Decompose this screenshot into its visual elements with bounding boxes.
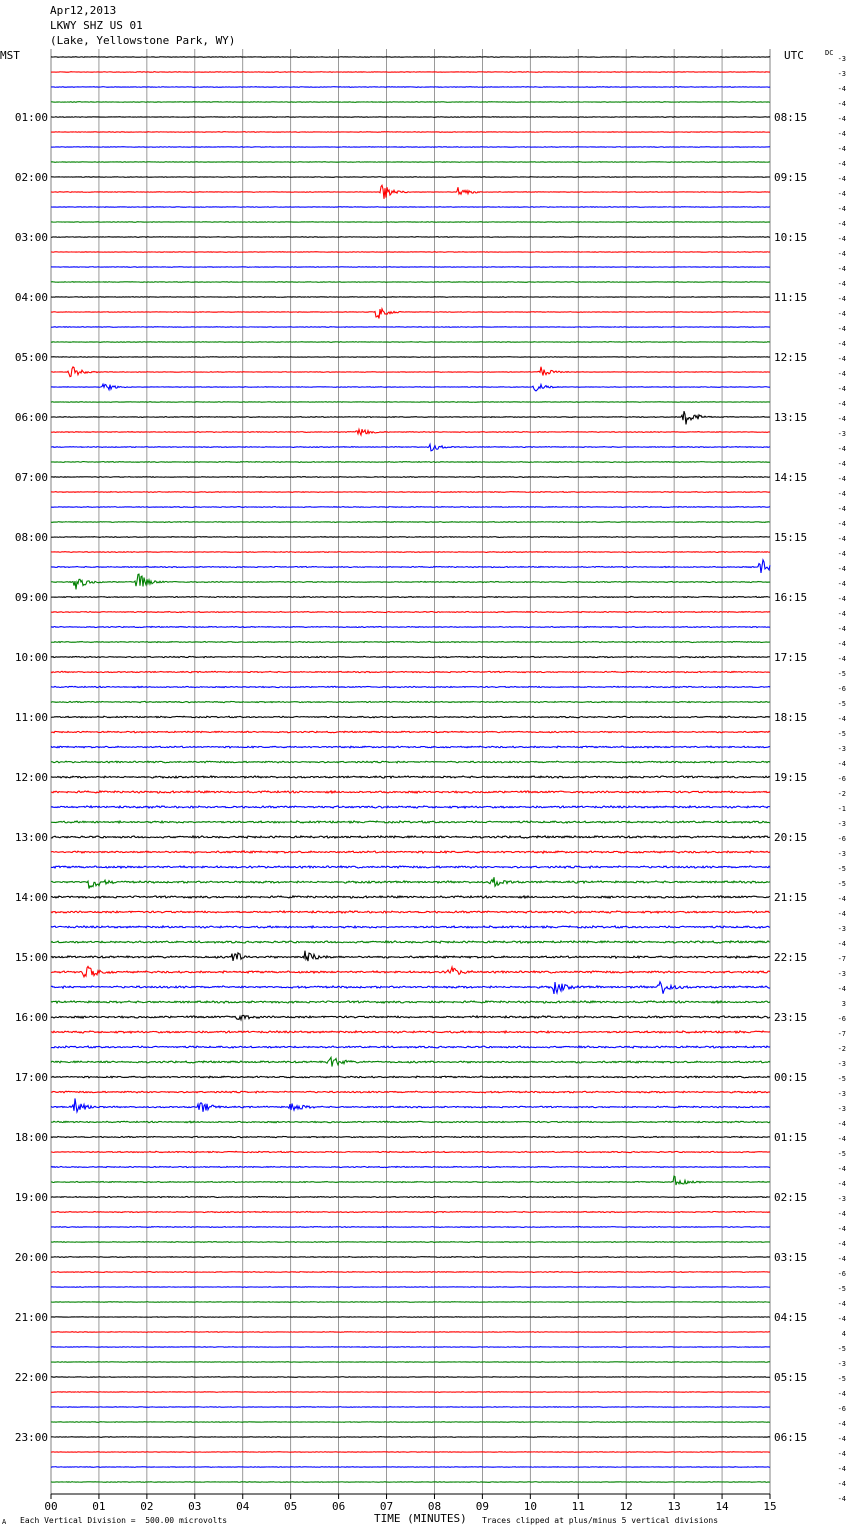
dc-label: DC <box>825 49 834 57</box>
right-hour-label: 16:15 <box>774 591 808 604</box>
trace-94 <box>51 1467 770 1468</box>
dc-offset-value: -2 <box>837 1045 846 1053</box>
left-hour-label: 13:00 <box>14 831 48 844</box>
trace-18 <box>51 327 770 328</box>
trace-79 <box>51 1242 770 1243</box>
x-tick-label: 02 <box>140 1500 154 1513</box>
dc-offset-value: -4 <box>837 535 846 543</box>
left-timezone-label: MST <box>0 49 20 62</box>
trace-2 <box>51 87 770 88</box>
trace-71 <box>51 1121 770 1123</box>
left-hour-label: 11:00 <box>14 711 48 724</box>
dc-offset-value: -4 <box>837 1300 846 1308</box>
x-tick-label: 01 <box>92 1500 106 1513</box>
dc-offset-value: -4 <box>837 1315 846 1323</box>
left-hour-label: 06:00 <box>14 411 48 424</box>
trace-26 <box>51 444 770 450</box>
trace-25 <box>51 429 770 435</box>
dc-offset-value: -3 <box>837 850 846 858</box>
right-hour-label: 01:15 <box>774 1131 808 1144</box>
x-tick-label: 04 <box>236 1500 250 1513</box>
trace-92 <box>51 1437 770 1438</box>
trace-49 <box>51 791 770 793</box>
trace-8 <box>51 177 770 178</box>
dc-offset-value: -4 <box>837 1480 846 1488</box>
dc-offset-value: -4 <box>837 400 846 408</box>
dc-offset-value: -3 <box>837 925 846 933</box>
x-tick-label: 06 <box>331 1500 346 1513</box>
left-hour-label: 02:00 <box>14 171 48 184</box>
dc-offset-value: -2 <box>837 790 846 798</box>
trace-54 <box>51 866 770 868</box>
left-hour-label: 10:00 <box>14 651 48 664</box>
right-hour-label: 08:15 <box>774 111 808 124</box>
dc-offset-value: -6 <box>837 775 846 783</box>
dc-offset-value: -4 <box>837 235 846 243</box>
trace-34 <box>51 560 770 573</box>
x-tick-label: 12 <box>619 1500 633 1513</box>
trace-40 <box>51 656 770 657</box>
left-hour-label: 04:00 <box>14 291 48 304</box>
x-tick-label: 03 <box>188 1500 202 1513</box>
trace-84 <box>51 1317 770 1318</box>
left-hour-label: 15:00 <box>14 951 48 964</box>
trace-72 <box>51 1136 770 1137</box>
trace-38 <box>51 626 770 627</box>
left-hour-label: 19:00 <box>14 1191 48 1204</box>
right-hour-label: 02:15 <box>774 1191 808 1204</box>
dc-offset-value: -4 <box>837 1255 846 1263</box>
dc-offset-value: -3 <box>837 430 846 438</box>
dc-offset-value: -4 <box>837 595 846 603</box>
dc-offset-value: -3 <box>837 70 846 78</box>
dc-offset-value: -4 <box>837 655 846 663</box>
dc-offset-value: -4 <box>837 115 846 123</box>
trace-16 <box>51 297 770 298</box>
dc-offset-value: -4 <box>837 1135 846 1143</box>
dc-offset-value: -6 <box>837 685 846 693</box>
trace-24 <box>51 411 770 424</box>
right-hour-label: 04:15 <box>774 1311 808 1324</box>
chart-date: Apr12,2013 <box>50 4 117 17</box>
dc-offset-value: -4 <box>837 910 846 918</box>
x-tick-label: 14 <box>715 1500 729 1513</box>
trace-75 <box>51 1176 770 1185</box>
dc-offset-value: -4 <box>837 1120 846 1128</box>
right-hour-label: 22:15 <box>774 951 808 964</box>
dc-offset-value: -1 <box>837 805 846 813</box>
dc-offset-value: -4 <box>837 985 846 993</box>
left-hour-label: 03:00 <box>14 231 48 244</box>
trace-3 <box>51 102 770 103</box>
dc-offset-value: -6 <box>837 1015 846 1023</box>
trace-21 <box>51 367 770 377</box>
dc-offset-value: -3 <box>837 1090 846 1098</box>
right-hour-label: 09:15 <box>774 171 808 184</box>
trace-63 <box>51 1001 770 1003</box>
trace-59 <box>51 941 770 943</box>
trace-22 <box>51 384 770 391</box>
right-hour-label: 13:15 <box>774 411 808 424</box>
x-tick-label: 10 <box>523 1500 537 1513</box>
trace-52 <box>51 836 770 838</box>
trace-0 <box>51 57 770 58</box>
trace-23 <box>51 402 770 403</box>
dc-offset-value: -4 <box>837 565 846 573</box>
dc-offset-value: -4 <box>837 550 846 558</box>
trace-76 <box>51 1196 770 1197</box>
trace-70 <box>51 1098 770 1111</box>
dc-offset-value: -4 <box>837 310 846 318</box>
trace-44 <box>51 716 770 718</box>
station-id: LKWY SHZ US 01 <box>50 19 143 32</box>
left-hour-label: 09:00 <box>14 591 48 604</box>
trace-95 <box>51 1482 770 1483</box>
trace-9 <box>51 185 770 199</box>
trace-56 <box>51 896 770 898</box>
right-hour-label: 20:15 <box>774 831 808 844</box>
left-hour-label: 12:00 <box>14 771 48 784</box>
x-tick-label: 15 <box>763 1500 777 1513</box>
dc-offset-value: -4 <box>837 445 846 453</box>
trace-35 <box>51 574 770 589</box>
trace-90 <box>51 1407 770 1408</box>
trace-80 <box>51 1257 770 1258</box>
dc-offset-value: -6 <box>837 1270 846 1278</box>
left-hour-label: 08:00 <box>14 531 48 544</box>
trace-85 <box>51 1332 770 1333</box>
trace-82 <box>51 1287 770 1288</box>
trace-11 <box>51 222 770 223</box>
left-hour-label: 14:00 <box>14 891 48 904</box>
dc-offset-value: -3 <box>837 970 846 978</box>
dc-offset-value: -3 <box>837 1060 846 1068</box>
dc-offset-value: -4 <box>837 265 846 273</box>
trace-32 <box>51 537 770 538</box>
trace-20 <box>51 357 770 358</box>
dc-offset-value: -4 <box>837 1180 846 1188</box>
right-hour-label: 11:15 <box>774 291 808 304</box>
dc-offset-value: -4 <box>837 355 846 363</box>
dc-offset-value: -4 <box>837 190 846 198</box>
trace-88 <box>51 1377 770 1378</box>
trace-89 <box>51 1392 770 1393</box>
left-hour-label: 22:00 <box>14 1371 48 1384</box>
dc-offset-value: -4 <box>837 295 846 303</box>
scale-note: Each Vertical Division = 500.00 microvolts <box>20 1516 228 1525</box>
x-tick-label: 13 <box>667 1500 681 1513</box>
dc-offset-value: -4 <box>837 175 846 183</box>
corner-mark: A <box>2 1518 7 1526</box>
dc-offset-value: -3 <box>837 1195 846 1203</box>
right-hour-label: 05:15 <box>774 1371 808 1384</box>
dc-offset-value: -3 <box>837 820 846 828</box>
trace-48 <box>51 776 770 778</box>
clip-note: Traces clipped at plus/minus 5 vertical divisions <box>482 1516 719 1525</box>
trace-58 <box>51 926 770 928</box>
trace-39 <box>51 641 770 642</box>
trace-60 <box>51 951 770 961</box>
trace-12 <box>51 237 770 238</box>
dc-offset-value: -4 <box>837 1165 846 1173</box>
dc-offset-value: -5 <box>837 700 846 708</box>
dc-offset-value: -4 <box>837 1465 846 1473</box>
trace-41 <box>51 671 770 672</box>
left-hour-label: 21:00 <box>14 1311 48 1324</box>
trace-37 <box>51 611 770 612</box>
dc-offset-value: -4 <box>837 1225 846 1233</box>
dc-offset-value: -5 <box>837 1150 846 1158</box>
left-hour-label: 05:00 <box>14 351 48 364</box>
left-hour-label: 18:00 <box>14 1131 48 1144</box>
trace-61 <box>51 966 770 976</box>
trace-17 <box>51 309 770 319</box>
trace-69 <box>51 1091 770 1093</box>
dc-offset-value: -4 <box>837 610 846 618</box>
trace-57 <box>51 911 770 913</box>
right-hour-label: 21:15 <box>774 891 808 904</box>
dc-offset-value: -5 <box>837 1075 846 1083</box>
dc-offset-value: -6 <box>837 835 846 843</box>
x-tick-label: 00 <box>44 1500 58 1513</box>
trace-28 <box>51 477 770 478</box>
dc-offset-value: -4 <box>837 580 846 588</box>
trace-73 <box>51 1151 770 1152</box>
x-tick-label: 08 <box>427 1500 442 1513</box>
dc-offset-value: -4 <box>837 220 846 228</box>
dc-offset-value: -4 <box>837 415 846 423</box>
trace-81 <box>51 1272 770 1273</box>
dc-offset-value: 4 <box>841 1330 846 1338</box>
dc-offset-value: -5 <box>837 730 846 738</box>
left-hour-label: 20:00 <box>14 1251 48 1264</box>
trace-10 <box>51 207 770 208</box>
dc-offset-value: -7 <box>837 1030 846 1038</box>
trace-1 <box>51 72 770 73</box>
dc-offset-value: -3 <box>837 745 846 753</box>
trace-27 <box>51 462 770 463</box>
dc-offset-value: -4 <box>837 895 846 903</box>
dc-offset-value: 3 <box>841 1000 846 1008</box>
trace-6 <box>51 147 770 148</box>
dc-offset-value: -4 <box>837 280 846 288</box>
left-hour-label: 23:00 <box>14 1431 48 1444</box>
dc-offset-value: -4 <box>837 370 846 378</box>
dc-offset-value: -4 <box>837 325 846 333</box>
left-hour-label: 17:00 <box>14 1071 48 1084</box>
dc-offset-value: -4 <box>837 1210 846 1218</box>
dc-offset-value: -3 <box>837 1360 846 1368</box>
right-hour-label: 18:15 <box>774 711 808 724</box>
dc-offset-value: -4 <box>837 85 846 93</box>
right-hour-label: 19:15 <box>774 771 808 784</box>
left-hour-label: 16:00 <box>14 1011 48 1024</box>
trace-65 <box>51 1031 770 1033</box>
left-hour-label: 07:00 <box>14 471 48 484</box>
trace-14 <box>51 267 770 268</box>
x-tick-label: 09 <box>475 1500 490 1513</box>
trace-68 <box>51 1076 770 1078</box>
dc-offset-value: -4 <box>837 940 846 948</box>
dc-offset-value: -4 <box>837 1450 846 1458</box>
trace-13 <box>51 252 770 253</box>
trace-53 <box>51 851 770 853</box>
dc-offset-value: -4 <box>837 460 846 468</box>
dc-offset-value: -4 <box>837 490 846 498</box>
trace-29 <box>51 492 770 493</box>
x-tick-label: 07 <box>379 1500 394 1513</box>
right-hour-label: 23:15 <box>774 1011 808 1024</box>
dc-offset-value: -4 <box>837 250 846 258</box>
trace-36 <box>51 596 770 597</box>
right-hour-label: 10:15 <box>774 231 808 244</box>
trace-55 <box>51 877 770 888</box>
trace-33 <box>51 552 770 553</box>
dc-offset-value: -4 <box>837 1435 846 1443</box>
dc-offset-value: -5 <box>837 865 846 873</box>
trace-50 <box>51 806 770 808</box>
trace-91 <box>51 1422 770 1423</box>
right-hour-label: 15:15 <box>774 531 808 544</box>
dc-offset-value: -6 <box>837 1405 846 1413</box>
dc-offset-value: -4 <box>837 130 846 138</box>
dc-offset-value: -4 <box>837 160 846 168</box>
trace-43 <box>51 701 770 702</box>
trace-83 <box>51 1302 770 1303</box>
right-hour-label: 14:15 <box>774 471 808 484</box>
dc-offset-value: -7 <box>837 955 846 963</box>
right-hour-label: 00:15 <box>774 1071 808 1084</box>
dc-offset-value: -4 <box>837 625 846 633</box>
dc-offset-value: -4 <box>837 640 846 648</box>
trace-93 <box>51 1452 770 1453</box>
x-axis-label: TIME (MINUTES) <box>374 1512 467 1525</box>
trace-67 <box>51 1057 770 1066</box>
trace-77 <box>51 1211 770 1212</box>
dc-offset-value: -5 <box>837 1285 846 1293</box>
right-hour-label: 06:15 <box>774 1431 808 1444</box>
dc-offset-value: -4 <box>837 1390 846 1398</box>
right-timezone-label: UTC <box>784 49 804 62</box>
trace-30 <box>51 507 770 508</box>
x-tick-label: 05 <box>284 1500 298 1513</box>
dc-offset-value: -4 <box>837 205 846 213</box>
dc-offset-value: -4 <box>837 505 846 513</box>
trace-31 <box>51 522 770 523</box>
trace-51 <box>51 821 770 823</box>
trace-74 <box>51 1166 770 1167</box>
trace-78 <box>51 1227 770 1228</box>
x-tick-label: 11 <box>571 1500 585 1513</box>
dc-offset-value: -4 <box>837 475 846 483</box>
trace-47 <box>51 761 770 763</box>
right-hour-label: 12:15 <box>774 351 808 364</box>
left-hour-label: 01:00 <box>14 111 48 124</box>
trace-87 <box>51 1362 770 1363</box>
dc-offset-value: -4 <box>837 1420 846 1428</box>
dc-offset-value: -4 <box>837 340 846 348</box>
right-hour-label: 17:15 <box>774 651 808 664</box>
dc-offset-value: -4 <box>837 760 846 768</box>
trace-15 <box>51 282 770 283</box>
dc-offset-value: -3 <box>837 1105 846 1113</box>
dc-offset-value: -4 <box>837 1240 846 1248</box>
trace-46 <box>51 746 770 748</box>
dc-offset-value: -4 <box>837 1495 846 1503</box>
trace-62 <box>51 982 770 994</box>
trace-4 <box>51 117 770 118</box>
dc-offset-value: -5 <box>837 1375 846 1383</box>
trace-19 <box>51 342 770 343</box>
dc-offset-value: -4 <box>837 100 846 108</box>
dc-offset-value: -3 <box>837 55 846 63</box>
dc-offset-value: -5 <box>837 670 846 678</box>
trace-64 <box>51 1015 770 1019</box>
dc-offset-value: -4 <box>837 520 846 528</box>
trace-86 <box>51 1347 770 1348</box>
dc-offset-value: -5 <box>837 1345 846 1353</box>
trace-7 <box>51 162 770 163</box>
dc-offset-value: -4 <box>837 145 846 153</box>
dc-offset-value: -4 <box>837 385 846 393</box>
dc-offset-value: -4 <box>837 715 846 723</box>
trace-42 <box>51 686 770 687</box>
trace-5 <box>51 132 770 133</box>
right-hour-label: 03:15 <box>774 1251 808 1264</box>
station-location: (Lake, Yellowstone Park, WY) <box>50 34 236 47</box>
trace-45 <box>51 731 770 733</box>
trace-66 <box>51 1046 770 1048</box>
dc-offset-value: -5 <box>837 880 846 888</box>
